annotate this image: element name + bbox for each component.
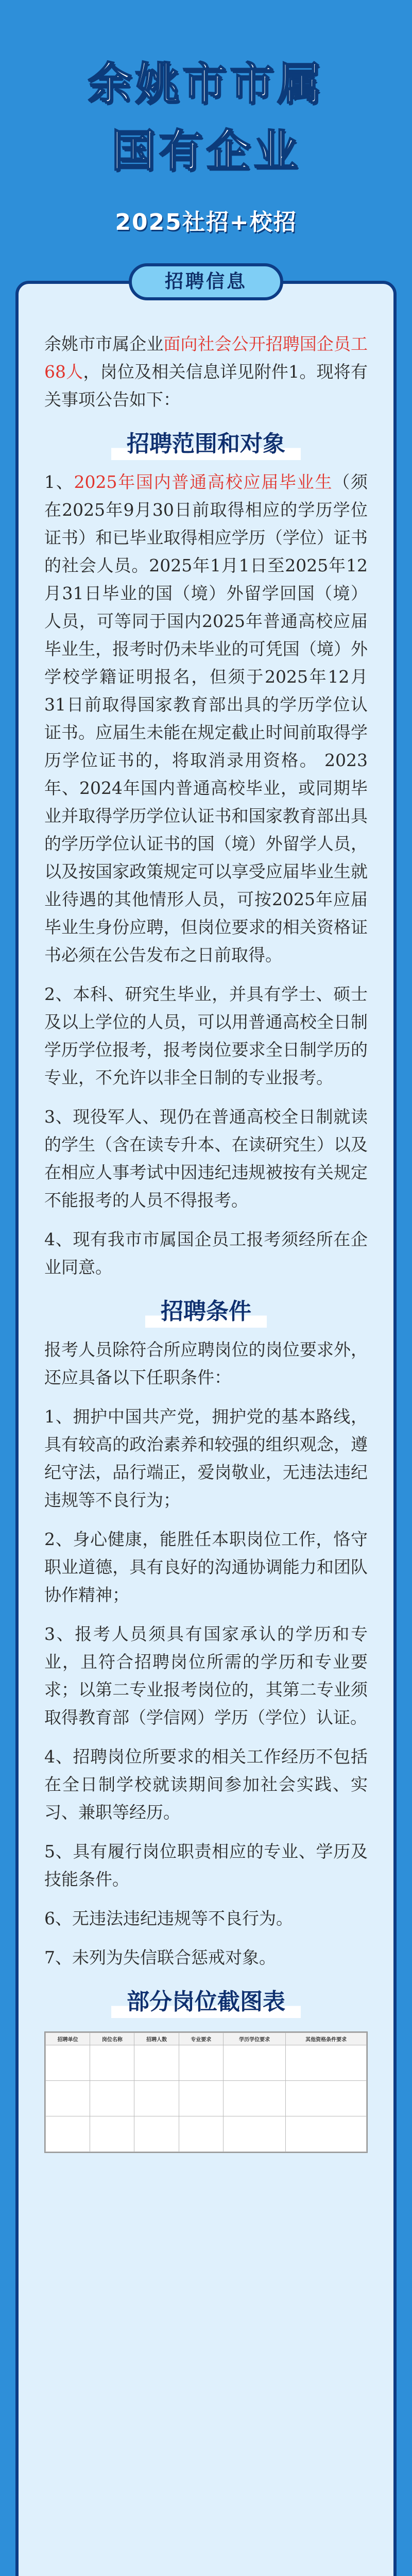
subtitle: 2025社招+校招 (115, 209, 297, 235)
intro-text: 余姚市市属企业 (44, 334, 164, 354)
condition-item-7: 7、未列为失信联合惩戒对象。 (44, 1947, 276, 1968)
card-body (44, 330, 368, 2153)
section-title-scope: 招聘范围和对象 (44, 425, 368, 463)
conditions-intro: 报考人员除符合所应聘岗位的岗位要求外，还应具备以下任职条件： (44, 1340, 368, 1387)
scope-item-1: 1、2025年国内普通高校应届毕业生（须在2025年9月30日前取得相应的学历学位证书）和已毕业取得相应学历（学位）证书的社会人员。2025年1月1日至2025年12月31日毕业的国（境）外留学回国（境）人员，可等同于国内2025年普通高校应届毕业生，报考时仍未毕业的可凭国（境）外学校学籍证明报名，但须于2025年12月31日前取得国家教育部出具的学历学位认证书。应届生未能在规定截止时间前取得学历学位证书的，将取消录用资格。 2023年、2024年国内普通高校毕业，或同期毕业并取得学历学位认证书和国家教育部出具的学历学位认证书的国（境）外留学人员，以及按国家政策规定可以享受应届毕业生就业待遇的其他情形人员，可按2025年应届毕业生身份应聘，但岗位要求的相关资格证书必须在公告发布之日前取得。 (44, 472, 368, 965)
position-table-screenshot (44, 2031, 368, 2153)
table-header: 招聘单位 (46, 2033, 90, 2045)
condition-item-2: 2、身心健康，能胜任本职岗位工作，恪守职业道德，具有良好的沟通协调能力和团队协作精神； (44, 1529, 368, 1605)
table-header: 招聘人数 (134, 2033, 179, 2045)
intro-highlight: 面向社会公开招聘国企员工68人 (44, 334, 368, 382)
intro-text-tail: ，岗位及相关信息详见附件1。现将有关事项公告如下： (44, 362, 368, 410)
scope-highlight: 2025年国内普通高校应届毕业生 (74, 472, 333, 492)
table-header-row (46, 2033, 367, 2045)
table-row (46, 2116, 367, 2152)
table-header: 学历学位要求 (223, 2033, 285, 2045)
table-header: 其他资格条件要求 (286, 2033, 367, 2045)
scope-item-4: 4、现有我市市属国企员工报考须经所在企业同意。 (44, 1229, 368, 1277)
intro-paragraph (44, 330, 368, 414)
table-header: 专业要求 (179, 2033, 223, 2045)
condition-item-6: 6、无违法违纪违规等不良行为。 (44, 1908, 293, 1928)
table-header: 岗位名称 (90, 2033, 134, 2045)
condition-item-5: 5、具有履行岗位职责相应的专业、学历及技能条件。 (44, 1841, 368, 1889)
table-row (46, 2081, 367, 2116)
card-tab-info: 招聘信息 (129, 263, 283, 300)
title-line-2: 国有企业 (111, 125, 301, 177)
section-title-table: 部分岗位截图表 (44, 1983, 368, 2021)
section-title-conditions: 招聘条件 (44, 1293, 368, 1331)
recruitment-info-card (15, 271, 397, 2576)
table-row (46, 2045, 367, 2081)
title-line-1: 余姚市市属 (88, 58, 324, 110)
condition-item-1: 1、拥护中国共产党，拥护党的基本路线，具有较高的政治素养和较强的组织观念，遵纪守法，品行端正，爱岗敬业，无违法违纪违规等不良行为； (44, 1406, 368, 1510)
condition-item-4: 4、招聘岗位所要求的相关工作经历不包括在全日制学校就读期间参加社会实践、实习、兼职等经历。 (44, 1747, 368, 1822)
condition-item-3: 3、报考人员须具有国家承认的学历和专业，且符合招聘岗位所需的学历和专业要求；以第二专业报考岗位的，其第二专业须取得教育部（学信网）学历（学位）认证。 (44, 1624, 368, 1727)
page-header (0, 0, 412, 289)
scope-item-3: 3、现役军人、现仍在普通高校全日制就读的学生（含在读专升本、在读研究生）以及在相应人事考试中因违纪违规被按有关规定不能报考的人员不得报考。 (44, 1107, 368, 1210)
scope-item-2: 2、本科、研究生毕业，并具有学士、硕士及以上学位的人员，可以用普通高校全日制学历学位报考，报考岗位要求全日制学历的专业，不允许以非全日制的专业报考。 (44, 984, 368, 1088)
